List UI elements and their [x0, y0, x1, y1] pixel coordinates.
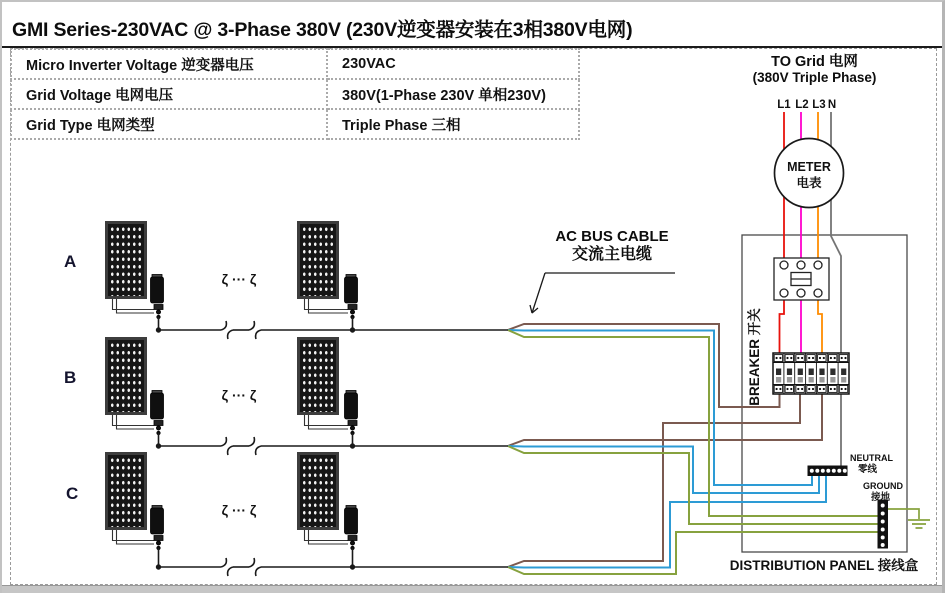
breaker-terminal-strip — [773, 353, 849, 394]
branch-row-a — [113, 271, 358, 319]
spec-label: Grid Type 电网类型 — [11, 109, 327, 139]
branch-row-c — [113, 502, 358, 550]
phase-labels — [777, 99, 836, 111]
ac-bus-line1: AC BUS CABLE — [555, 228, 669, 245]
grid-wire-l1 — [780, 112, 785, 354]
meter-line1: METER — [787, 160, 831, 174]
wiring-svg — [2, 2, 945, 593]
distribution-panel-label: DISTRIBUTION PANEL 接线盒 — [729, 558, 919, 573]
trunk-bus-a — [157, 317, 508, 339]
page-title: GMI Series-230VAC @ 3-Phase 380V (230V逆变器安装在3相380V电网) — [12, 19, 633, 41]
spec-value: 230VAC — [327, 49, 579, 79]
phase-label-l2: L2 — [795, 99, 809, 111]
ground-label-cn: 接地 — [871, 492, 891, 503]
trunk-bus-b — [157, 433, 508, 455]
contactor-switch — [774, 258, 829, 300]
branch-label-c: C — [66, 484, 79, 503]
continuation-mark: ζ ··· ζ — [221, 271, 257, 287]
meter-line2: 电表 — [796, 176, 822, 190]
branch-label-b: B — [64, 368, 77, 387]
to-grid-line1: TO Grid 电网 — [771, 54, 858, 70]
trunk-bus-c — [157, 548, 508, 576]
spec-value: Triple Phase 三相 — [327, 109, 579, 139]
phase-label-l1: L1 — [777, 99, 791, 111]
neutral-label-en: NEUTRAL — [850, 453, 893, 463]
ac-bus-line2: 交流主电缆 — [571, 246, 652, 263]
spec-label: Micro Inverter Voltage 逆变器电压 — [11, 49, 327, 79]
neutral-label-cn: 零线 — [858, 464, 878, 475]
meter — [775, 139, 844, 208]
ground-busbar — [878, 500, 888, 548]
breaker-label: BREAKER 开关 — [747, 308, 762, 406]
spec-label: Grid Voltage 电网电压 — [11, 79, 327, 109]
to-grid-line2: (380V Triple Phase) — [752, 70, 877, 85]
phase-label-n: N — [827, 99, 837, 111]
spec-value: 380V(1-Phase 230V 单相230V) — [327, 79, 579, 109]
ground-label-en: GROUND — [863, 481, 903, 491]
branch-label-a: A — [64, 252, 77, 271]
phase-label-l3: L3 — [812, 99, 826, 111]
page-bottom-edge — [2, 585, 945, 593]
continuation-mark: ζ ··· ζ — [221, 502, 257, 518]
continuation-mark: ζ ··· ζ — [221, 387, 257, 403]
earth-ground-symbol — [887, 509, 930, 528]
neutral-busbar — [808, 466, 847, 476]
ac-bus-leader — [530, 273, 675, 313]
branch-row-b — [113, 387, 358, 435]
